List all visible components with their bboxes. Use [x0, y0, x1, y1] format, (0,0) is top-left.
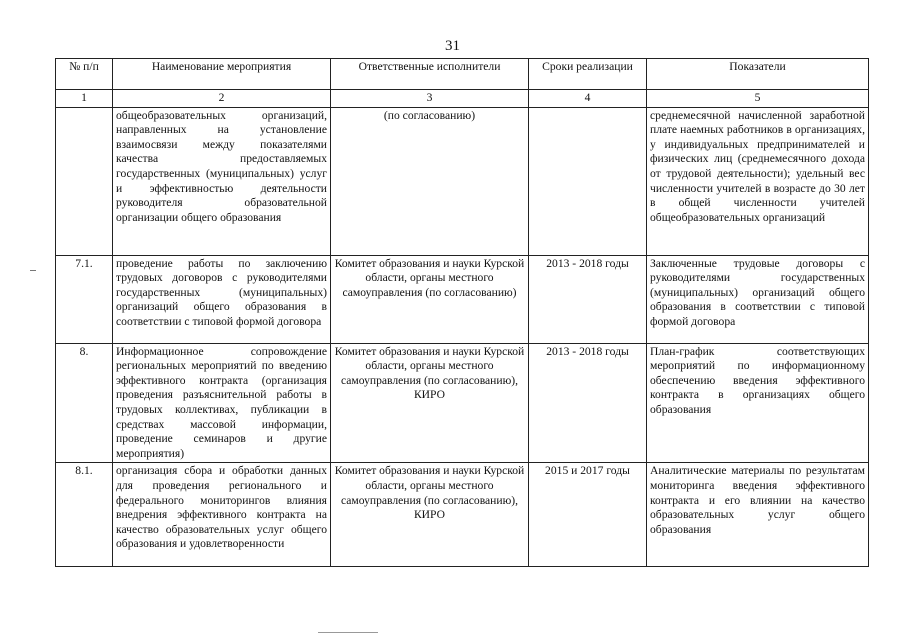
column-number: 2 — [113, 90, 331, 108]
responsible-executors: Комитет образования и науки Курской области, органы местного самоуправления (по согласованию), КИРО — [331, 463, 529, 567]
measure-name: организация сбора и обработки данных для проведения регионального и федерального мониторингов влияния внедрения эффективного контракта на качество образовательных услуг общего образования и удовлетворенности — [113, 463, 331, 567]
responsible-executors: Комитет образования и науки Курской области, органы местного самоуправления (по согласованию) — [331, 255, 529, 343]
column-number: 3 — [331, 90, 529, 108]
indicators: среднемесячной начисленной заработной плате наемных работников в организациях, у индивидуальных предпринимателей и физических лиц (среднемесячного дохода от трудовой деятельности); удельный вес численности учителей в возрасте до 30 лет в общей численности учителей общеобразовательных организаций — [647, 107, 869, 255]
measure-name: Информационное сопровождение региональных мероприятий по введению эффективного контракта (организация проведения разъяснительной работы в трудовых коллективах, публикации в средствах массовой информации, проведение семинаров и другие мероприятия) — [113, 343, 331, 463]
table-row — [56, 463, 869, 567]
responsible-executors: Комитет образования и науки Курской области, органы местного самоуправления (по согласованию), КИРО — [331, 343, 529, 463]
header-terms: Сроки реализации — [529, 59, 647, 90]
column-number-row — [56, 90, 869, 108]
responsible-executors: (по согласованию) — [331, 107, 529, 255]
row-number: 7.1. — [56, 255, 113, 343]
implementation-terms: 2013 - 2018 годы — [529, 255, 647, 343]
measure-name: общеобразовательных организаций, направленных на установление взаимосвязи между показателями качества предоставляемых государственных (муниципальных) услуг и эффективностью деятельности руководителя образовательной организации общего образования — [113, 107, 331, 255]
table-row — [56, 255, 869, 343]
indicators: Заключенные трудовые договоры с руководителями государственных (муниципальных) организаций общего образования в соответствии с типовой формой договора — [647, 255, 869, 343]
measure-name: проведение работы по заключению трудовых договоров с руководителями государственных (муниципальных) организаций общего образования в соответствии с типовой формой договора — [113, 255, 331, 343]
header-name: Наименование мероприятия — [113, 59, 331, 90]
table-row — [56, 343, 869, 463]
indicators: План-график соответствующих мероприятий по информационному обеспечению введения эффективного контракта в организациях общего образования — [647, 343, 869, 463]
header-executors: Ответственные исполнители — [331, 59, 529, 90]
implementation-terms: 2013 - 2018 годы — [529, 343, 647, 463]
scan-mark — [30, 270, 36, 271]
scan-mark — [318, 632, 378, 633]
indicators: Аналитические материалы по результатам мониторинга введения эффективного контракта и его влиянии на качество образовательных услуг общего образования — [647, 463, 869, 567]
implementation-terms: 2015 и 2017 годы — [529, 463, 647, 567]
header-indicators: Показатели — [647, 59, 869, 90]
row-number — [56, 107, 113, 255]
row-number: 8. — [56, 343, 113, 463]
column-number: 1 — [56, 90, 113, 108]
page-number: 31 — [445, 38, 460, 54]
row-number: 8.1. — [56, 463, 113, 567]
implementation-terms — [529, 107, 647, 255]
column-number: 4 — [529, 90, 647, 108]
column-number: 5 — [647, 90, 869, 108]
table-row — [56, 107, 869, 255]
measures-table — [55, 58, 869, 567]
header-no: № п/п — [56, 59, 113, 90]
table-header-row — [56, 59, 869, 90]
